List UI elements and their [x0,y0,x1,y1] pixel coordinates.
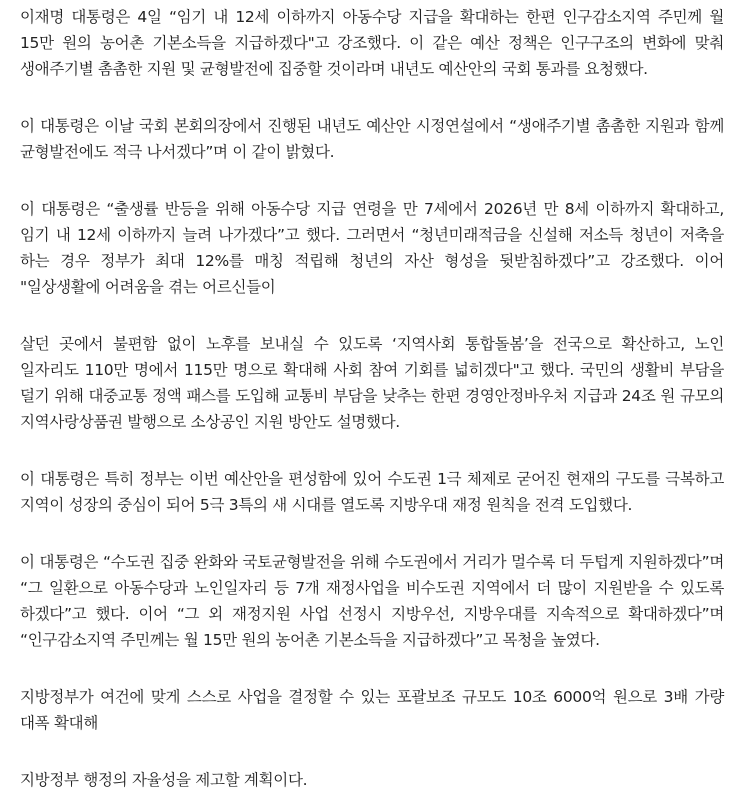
article-paragraph-2: 이 대통령은 이날 국회 본회의장에서 진행된 내년도 예산안 시정연설에서 “생애주기별 촘촘한 지원과 함께 균형발전에도 적극 나서겠다”며 이 같이 밝혔다. [20,117,724,161]
article-paragraph-4: 살던 곳에서 불편함 없이 노후를 보내실 수 있도록 ‘지역사회 통합돌봄’을 전국으로 확산하고, 노인 일자리도 110만 명에서 115만 명으로 확대해 사회 참여 기회를 넓히겠다"고 했다. 국민의 생활비 부담을 덜기 위해 대중교통 정액 패스를 도입해 교통비 부담을 낮추는 한편 경영안정바우처 지급과 24조 원 규모의 지역사랑상품권 발행으로 소상공인 지원 방안도 설명했다. [20,335,724,431]
article-paragraph-1: 이재명 대통령은 4일 “임기 내 12세 이하까지 아동수당 지급을 확대하는 한편 인구감소지역 주민께 월 15만 원의 농어촌 기본소득을 지급하겠다"고 강조했다. 이 같은 예산 정책은 인구구조의 변화에 맞춰 생애주기별 촘촘한 지원 및 균형발전에 집중할 것이라며 내년도 예산안의 국회 통과를 요청했다. [20,8,724,78]
article-paragraph-5: 이 대통령은 특히 정부는 이번 예산안을 편성함에 있어 수도권 1극 체제로 굳어진 현재의 구도를 극복하고 지역이 성장의 중심이 되어 5극 3특의 새 시대를 열도록 지방우대 재정 원칙을 전격 도입했다. [20,470,724,514]
article-paragraph-7: 지방정부가 여건에 맞게 스스로 사업을 결정할 수 있는 포괄보조 규모도 10조 6000억 원으로 3배 가량 대폭 확대해 [20,688,724,732]
article-paragraph-8: 지방정부 행정의 자율성을 제고할 계획이다. [20,771,308,789]
article-paragraph-6: 이 대통령은 “수도권 집중 완화와 국토균형발전을 위해 수도권에서 거리가 멀수록 더 두텁게 지원하겠다”며 “그 일환으로 아동수당과 노인일자리 등 7개 재정사업을 비수도권 지역에서 더 많이 지원받을 수 있도록 하겠다”고 했다. 이어 “그 외 재정지원 사업 선정시 지방우선, 지방우대를 지속적으로 확대하겠다”며 “인구감소지역 주민께는 월 15만 원의 농어촌 기본소득을 지급하겠다”고 목청을 높였다. [20,553,724,649]
article-paragraph-3: 이 대통령은 “출생률 반등을 위해 아동수당 지급 연령을 만 7세에서 2026년 만 8세 이하까지 확대하고, 임기 내 12세 이하까지 늘려 나가겠다”고 했다. 그러면서 “청년미래적금을 신설해 저소득 청년이 저축을 하는 경우 정부가 최대 12%를 매칭 적립해 청년의 자산 형성을 뒷받침하겠다”고 강조했다. 이어 "일상생활에 어려움을 겪는 어르신들이 [20,200,724,296]
